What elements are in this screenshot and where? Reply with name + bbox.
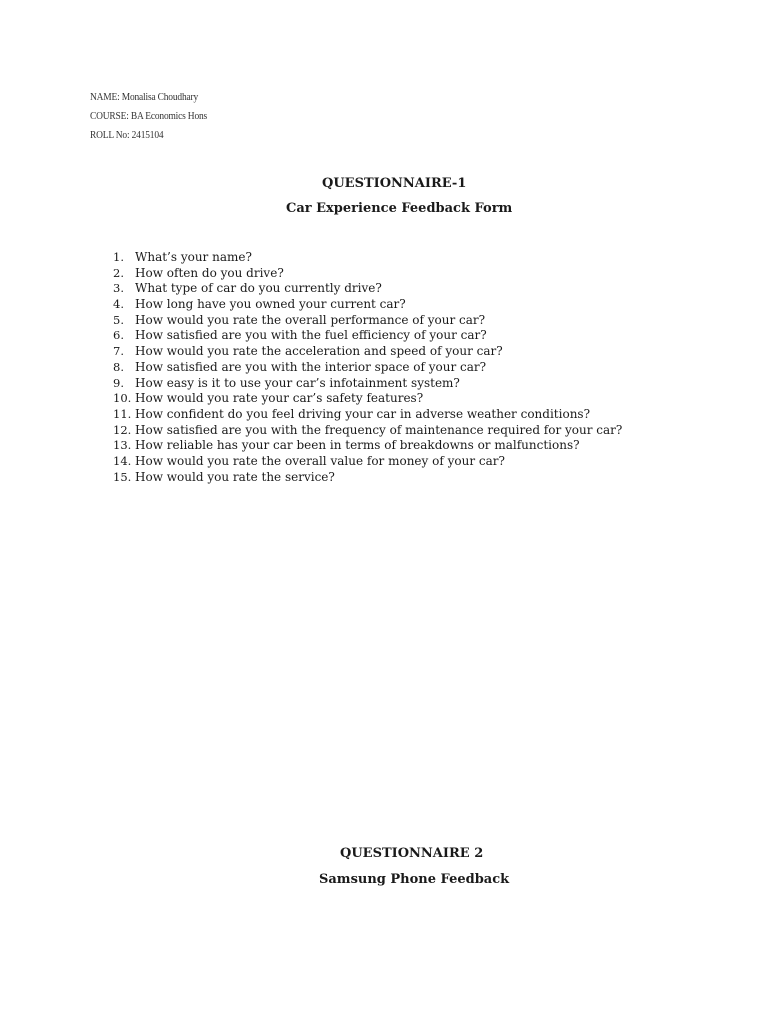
question-text: How would you rate the acceleration and speed of your car?: [135, 344, 503, 359]
question-number: 10.: [113, 391, 132, 406]
student-course: COURSE: BA Economics Hons: [90, 111, 208, 122]
question-text: How confident do you feel driving your car in adverse weather conditions?: [135, 406, 591, 421]
question-number: 1.: [113, 250, 124, 264]
question-number: 13.: [113, 438, 132, 453]
question-number: 9.: [113, 375, 124, 390]
question-text: How would you rate the overall value for money of your car?: [135, 453, 505, 468]
question-number: 2.: [113, 265, 124, 280]
question-number: 11.: [113, 406, 132, 421]
question-number: 7.: [113, 344, 124, 359]
question-text: How would you rate the service?: [135, 469, 335, 484]
question-text: How satisfied are you with the frequency of maintenance required for your car?: [135, 422, 623, 437]
question-text: What’s your name?: [135, 250, 252, 264]
question-text: How long have you owned your current car?: [135, 297, 406, 312]
question-text: How satisfied are you with the fuel efficiency of your car?: [135, 328, 487, 343]
student-name: NAME: Monalisa Choudhary: [90, 92, 199, 103]
question-text: How would you rate your car’s safety features?: [135, 391, 424, 406]
question-text: How satisfied are you with the interior space of your car?: [135, 359, 487, 374]
student-roll-number: ROLL No: 2415104: [90, 130, 164, 141]
question-number: 4.: [113, 297, 124, 312]
question-number: 14.: [113, 453, 132, 468]
question-number: 6.: [113, 328, 124, 343]
question-text: How would you rate the overall performance of your car?: [135, 312, 486, 327]
question-number: 12.: [113, 422, 132, 437]
question-number: 8.: [113, 359, 124, 374]
question-number: 15.: [113, 469, 132, 484]
question-number: 3.: [113, 281, 124, 296]
question-text: How easy is it to use your car’s infotainment system?: [135, 375, 460, 390]
document-page: NAME: Monalisa Choudhary COURSE: BA Economics Hons ROLL No: 2415104 QUESTIONNAIRE-1 Car Experience Feedback Form 1. What’s your name? 2. How often do you drive? 3. What type of car do you currently drive? 4. How long have you owned your current car? 5. How would you rate the overall performance of your car? 6. How satisfied are you with the fuel efficiency of your car? 7. How would you rate the acceleration and speed of your car? 8. How satisfied are you with the interior space of your car? 9. How easy is it to use your car’s infotainment system? 10. How would you rate your car’s safety features? 11. How confident do you feel driving your car in adverse weather conditions? 12. How satisfied are you with the frequency of maintenance required for your car? 13. How reliable has your car been in terms of breakdowns or malfunctions? 14. How would you rate the overall value for money of your car? 15. How would you rate the service? QUESTIONNAIRE 2 Samsung Phone Feedback: [90, 92, 623, 887]
question-number: 5.: [113, 312, 124, 327]
question-text: What type of car do you currently drive?: [135, 281, 382, 296]
question-text: How often do you drive?: [135, 265, 284, 280]
question-text: How reliable has your car been in terms of breakdowns or malfunctions?: [135, 438, 580, 453]
